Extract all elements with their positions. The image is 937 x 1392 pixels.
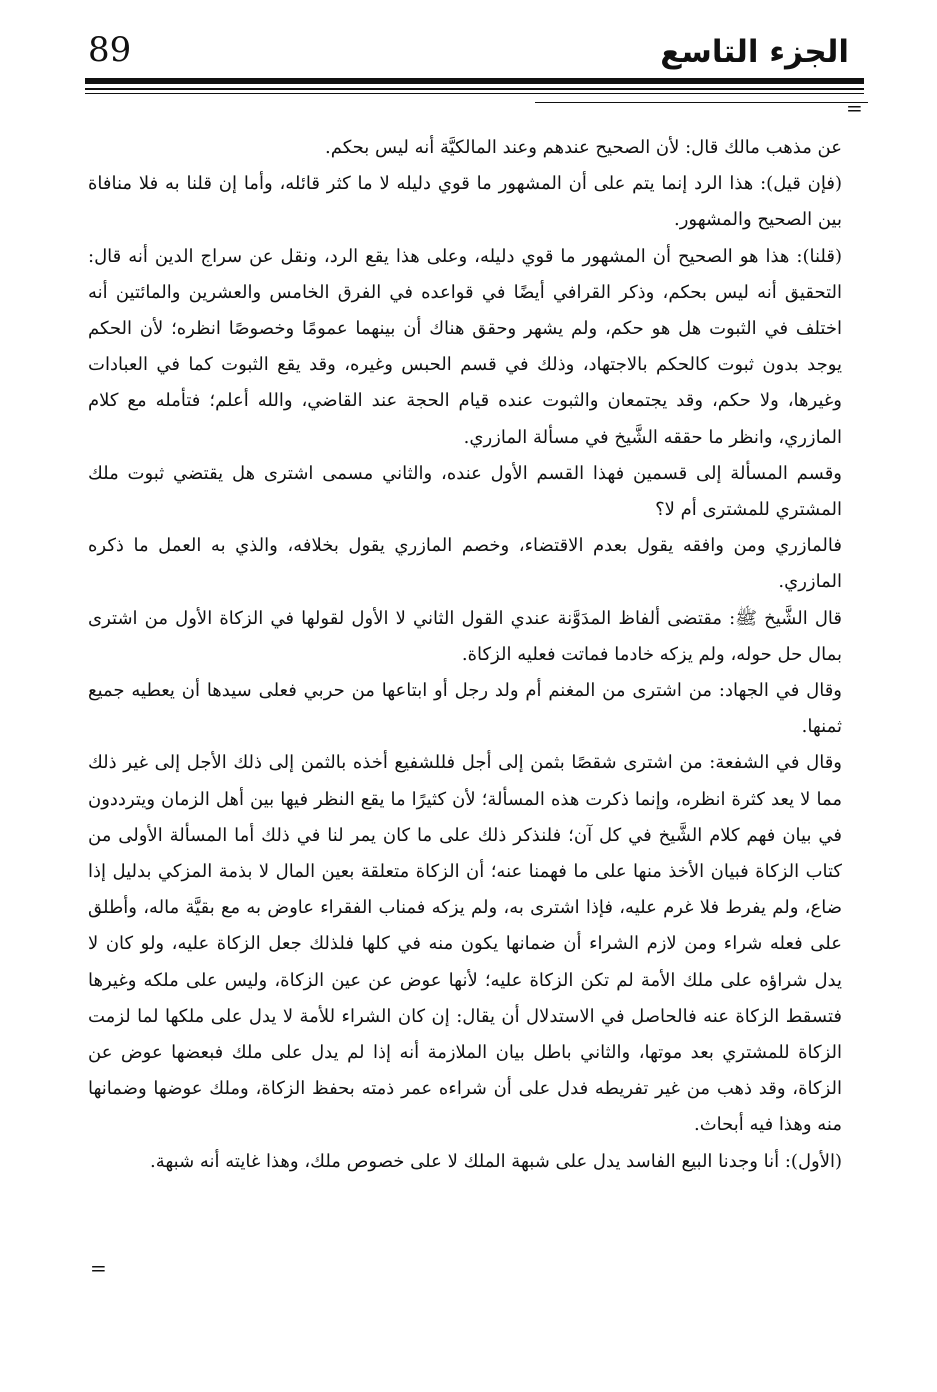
- paragraph: وقسم المسألة إلى قسمين فهذا القسم الأول عنده، والثاني مسمى اشترى هل يقتضي ثبوت ملك المشتري للمشترى أم لا؟: [88, 462, 842, 521]
- endnote-continuation-mark-bottom: =: [90, 1256, 107, 1280]
- paragraph: قال الشَّيخ ﷺ: مقتضى ألفاظ المدَوَّنة عندي القول الثاني لا الأول لقولها في الزكاة الأول من اشترى بمال حل حوله، ولم يزكه خادما فماتت فعليه الزكاة.: [88, 607, 842, 665]
- paragraph: وقال في الجهاد: من اشترى من المغنم أم ولد رجل أو ابتاعها من حربي فعلى سيدها أن يعطيه جميع ثمنها.: [88, 680, 842, 738]
- paragraph: (فإن قيل): هذا الرد إنما يتم على أن المشهور ما قوي دليله لا ما كثر قائله، وأما إن قلنا به فلا منافاة بين الصحيح والمشهور.: [88, 173, 842, 231]
- header-rule-thin: [85, 88, 864, 90]
- main-text: [88, 130, 842, 1180]
- endnote-separator-line: [535, 102, 868, 103]
- header-rule-thick: [85, 78, 864, 84]
- endnote-continuation-mark-top: =: [846, 96, 863, 120]
- paragraph: (الأول): أنا وجدنا البيع الفاسد يدل على شبهة الملك لا على خصوص ملك، وهذا غايته أنه شبهة.: [149, 1150, 842, 1172]
- page-number: 89: [88, 30, 132, 70]
- paragraph: (قلنا): هذا هو الصحيح أن المشهور ما قوي دليله، وعلى هذا يقع الرد، ونقل عن سراج الدين أنه قال: التحقيق أنه ليس بحكم، وذكر القرافي أيضًا في قواعده في الفرق الخامس والعشرين والمائتين أنه اختلف في الثبوت هل هو حكم، ولم يشهر وحقق هناك أن بينهما عمومًا وخصوصًا انظره؛ لأن الحكم يوجد بدون ثبوت كالحكم بالاجتهاد، وذلك في قسم الحبس وغيره، وقد يقع الثبوت كما في العبادات وغيرها، ولا حكم، وقد يجتمعان والثبوت عنده قيام الحجة عند القاضي، والله أعلم؛ فتأمله مع كلام المازري، وانظر ما حققه الشَّيخ في مسألة المازري.: [88, 245, 842, 448]
- running-title: الجزء التاسع: [660, 34, 849, 70]
- paragraph: فالمازري ومن وافقه يقول بعدم الاقتضاء، وخصم المازري يقول بخلافه، والذي به العمل ما ذكره المازري.: [88, 535, 842, 593]
- paragraph: وقال في الشفعة: من اشترى شقصًا بثمن إلى أجل فللشفيع أخذه بالثمن إلى ذلك الأجل إلى غير ذلك مما لا يعد كثرة انظره، وإنما ذكرت هذه المسألة؛ لأن كثيرًا ما يقع النظر فيها بين أهل الزمان ويترددون في بيان فهم كلام الشَّيخ في كل آن؛ فلنذكر ذلك على ما كان يمر لنا في ذلك أما المسألة الأولى من كتاب الزكاة فبيان الأخذ منها على ما فهمنا عنه؛ أن الزكاة متعلقة بعين المال لا بذمة المزكي بدليل إذا ضاع، ولم يفرط فلا غرم عليه، فإذا اشترى به، ولم يزكه فمناب الفقراء عاوض به مع بقيَّة ماله، وأطلق على فعله شراء ومن لازم الشراء أن ضمانها يكون منه في كلها فلذلك جعل الزكاة عليه، ولو كان لا يدل شراؤه على ملك الأمة لم تكن الزكاة عليه؛ لأنها عوض عن عين الزكاة، وليس على ملكه وغيرها فتسقط الزكاة عنه فالحاصل في الاستدلال أن يقال: إن كان الشراء للأمة لا يدل على ملكها لما لزمت الزكاة للمشتري بعد موتها، والثاني باطل بيان الملازمة أنه إذا لم يدل على ملك فبعضها عوض عن الزكاة، وقد ذهب من غير تفريطه فدل على أن شراءه عمر ذمته بحفظ الزكاة، وملك عوضها وضمانها منه وهذا فيه أبحاث.: [88, 752, 843, 1136]
- header-rule-thin-second: [85, 93, 864, 94]
- paragraph: عن مذهب مالك قال: لأن الصحيح عندهم وعند المالكيَّة أنه ليس بحكم.: [325, 137, 842, 158]
